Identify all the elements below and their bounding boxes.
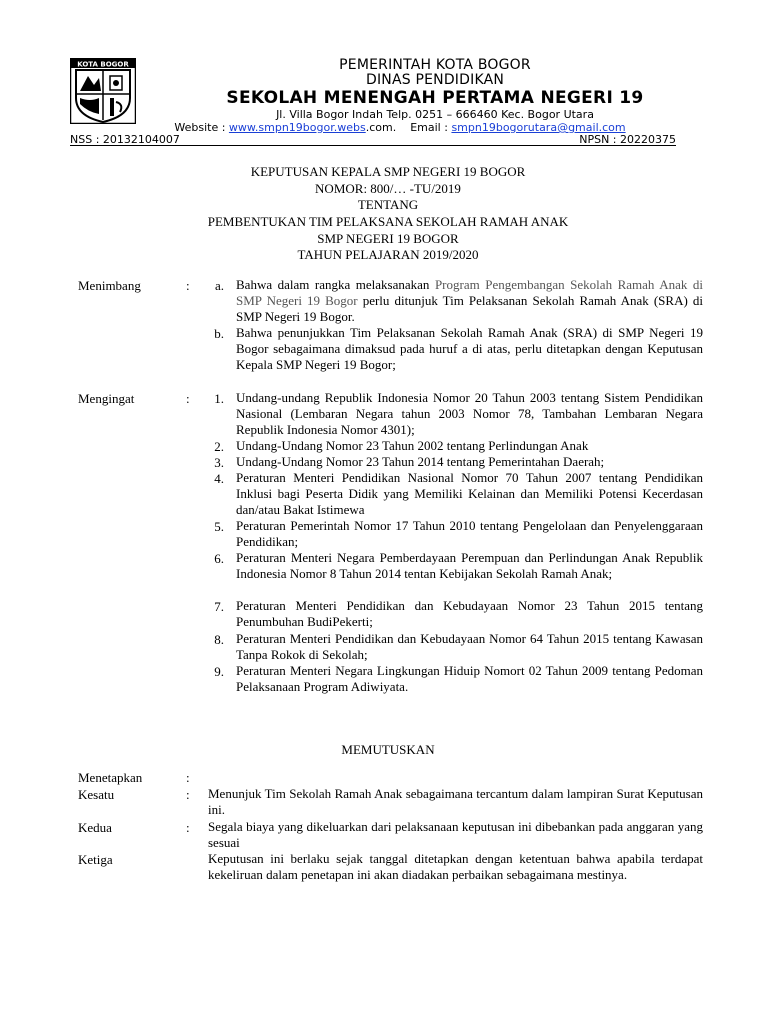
mengingat-marker: 9.: [214, 664, 224, 679]
mengingat-item: Undang-Undang Nomor 23 Tahun 2002 tentang Perlindungan Anak: [236, 438, 589, 453]
website-label: Website :: [174, 121, 229, 134]
menimbang-a-marker: a.: [214, 278, 224, 293]
website-suffix: .com.: [365, 121, 397, 134]
email-label: Email :: [410, 121, 452, 134]
decree-year: TAHUN PELAJARAN 2019/2020: [297, 247, 479, 262]
mengingat-label: Mengingat: [78, 391, 135, 406]
mengingat-marker: 8.: [214, 632, 224, 647]
header-divider: [70, 145, 676, 146]
mengingat-marker: 6.: [214, 551, 224, 566]
email-link[interactable]: smpn19bogorutara@gmail.com: [451, 121, 626, 134]
kedua-label: Kedua: [78, 820, 112, 835]
mengingat-marker: 4.: [214, 471, 224, 486]
menimbang-a-text: [236, 277, 703, 326]
memutuskan-heading: MEMUTUSKAN: [341, 742, 435, 757]
menimbang-colon: :: [186, 278, 190, 293]
mengingat-item: Peraturan Menteri Negara Lingkungan Hiduip Nomort 02 Tahun 2009 tentang Pedoman Pelaksanaan Program Adiwiyata.: [236, 663, 703, 695]
mengingat-marker: 7.: [214, 599, 224, 614]
mengingat-item: Peraturan Menteri Pendidikan Nasional Nomor 70 Tahun 2007 tentang Pendidikan Inklusi bagi Peserta Didik yang Memiliki Kelainan dan Memiliki Potensi Kecerdasan dan/atau Bakat Istimewa: [236, 470, 703, 518]
menimbang-a-post: perlu ditunjuk Tim Pelaksanan Sekolah Ramah Anak (SRA) di SMP Negeri 19 Bogor.: [236, 293, 703, 325]
mengingat-marker: 1.: [214, 391, 224, 406]
mengingat-marker: 5.: [214, 519, 224, 534]
kesatu-label: Kesatu: [78, 787, 115, 802]
header-department: DINAS PENDIDIKAN: [365, 72, 505, 88]
header-government: PEMERINTAH KOTA BOGOR: [339, 57, 531, 73]
kedua-text: Segala biaya yang dikeluarkan dari pelaksanaan keputusan ini dibebankan pada anggaran yang sesuai: [208, 819, 703, 851]
mengingat-marker: 2.: [214, 439, 224, 454]
header-address: Jl. Villa Bogor Indah Telp. 0251 – 666460 Kec. Bogor Utara: [276, 108, 594, 121]
menetapkan-colon: :: [186, 770, 190, 785]
svg-text:KOTA BOGOR: KOTA BOGOR: [77, 60, 129, 69]
ketiga-label: Ketiga: [78, 852, 113, 867]
mengingat-marker: 3.: [214, 455, 224, 470]
mengingat-colon: :: [186, 391, 190, 406]
decree-school: SMP NEGERI 19 BOGOR: [317, 231, 459, 246]
menimbang-b-marker: b.: [214, 326, 224, 341]
mengingat-item: Peraturan Menteri Pendidikan dan Kebudayaan Nomor 23 Tahun 2015 tentang Penumbuhan BudiPekerti;: [236, 598, 703, 630]
decree-subject: PEMBENTUKAN TIM PELAKSANA SEKOLAH RAMAH ANAK: [207, 214, 569, 229]
menimbang-label: Menimbang: [78, 278, 141, 293]
ketiga-text: Keputusan ini berlaku sejak tanggal ditetapkan dengan ketentuan bahwa apabila terdapat kekeliruan dalam penetapan ini akan diadakan perbaikan sebagaimana mestinya.: [208, 851, 703, 883]
decree-about: TENTANG: [357, 197, 419, 212]
menimbang-a-highlight: Program Pengembangan Sekolah Ramah Anak di SMP Negeri 19 Bogor: [236, 277, 703, 309]
kedua-colon: :: [186, 820, 190, 835]
header-school-name: SEKOLAH MENENGAH PERTAMA NEGERI 19: [226, 88, 644, 108]
decree-number: NOMOR: 800/… -TU/2019: [315, 181, 461, 196]
mengingat-item: Peraturan Pemerintah Nomor 17 Tahun 2010 tentang Pengelolaan dan Penyelenggaraan Pendidikan;: [236, 518, 703, 550]
menimbang-a-pre: Bahwa dalam rangka melaksanakan: [236, 277, 435, 292]
menimbang-b-text: Bahwa penunjukkan Tim Pelaksanan Sekolah Ramah Anak (SRA) di SMP Negeri 19 Bogor sebagaimana dimaksud pada huruf a di atas, perlu ditetapkan dengan Keputusan Kepala SMP Negeri 19 Bogor;: [236, 325, 703, 373]
nss-number: NSS : 20132104007: [70, 133, 180, 146]
mengingat-item: Undang-Undang Nomor 23 Tahun 2014 tentang Pemerintahan Daerah;: [236, 454, 605, 469]
mengingat-item: Undang-undang Republik Indonesia Nomor 20 Tahun 2003 tentang Sistem Pendidikan Nasional (Lembaran Negara tahun 2003 Nomor 78, Tambahan Lembaran Negara Republik Indonesia Nomor 4301);: [236, 390, 703, 438]
website-link[interactable]: www.smpn19bogor.webs: [228, 121, 366, 134]
kesatu-text: Menunjuk Tim Sekolah Ramah Anak sebagaimana tercantum dalam lampiran Surat Keputusan ini.: [208, 786, 703, 818]
decree-title: KEPUTUSAN KEPALA SMP NEGERI 19 BOGOR: [250, 164, 526, 179]
kota-bogor-logo: [70, 58, 136, 124]
npsn-number: NPSN : 20220375: [579, 133, 676, 146]
kesatu-colon: :: [186, 787, 190, 802]
menetapkan-label: Menetapkan: [78, 770, 143, 785]
mengingat-item: Peraturan Menteri Pendidikan dan Kebudayaan Nomor 64 Tahun 2015 tentang Kawasan Tanpa Rokok di Sekolah;: [236, 631, 703, 663]
mengingat-item: Peraturan Menteri Negara Pemberdayaan Perempuan dan Perlindungan Anak Republik Indonesia Nomor 8 Tahun 2014 tentan Kebijakan Sekolah Ramah Anak;: [236, 550, 703, 582]
